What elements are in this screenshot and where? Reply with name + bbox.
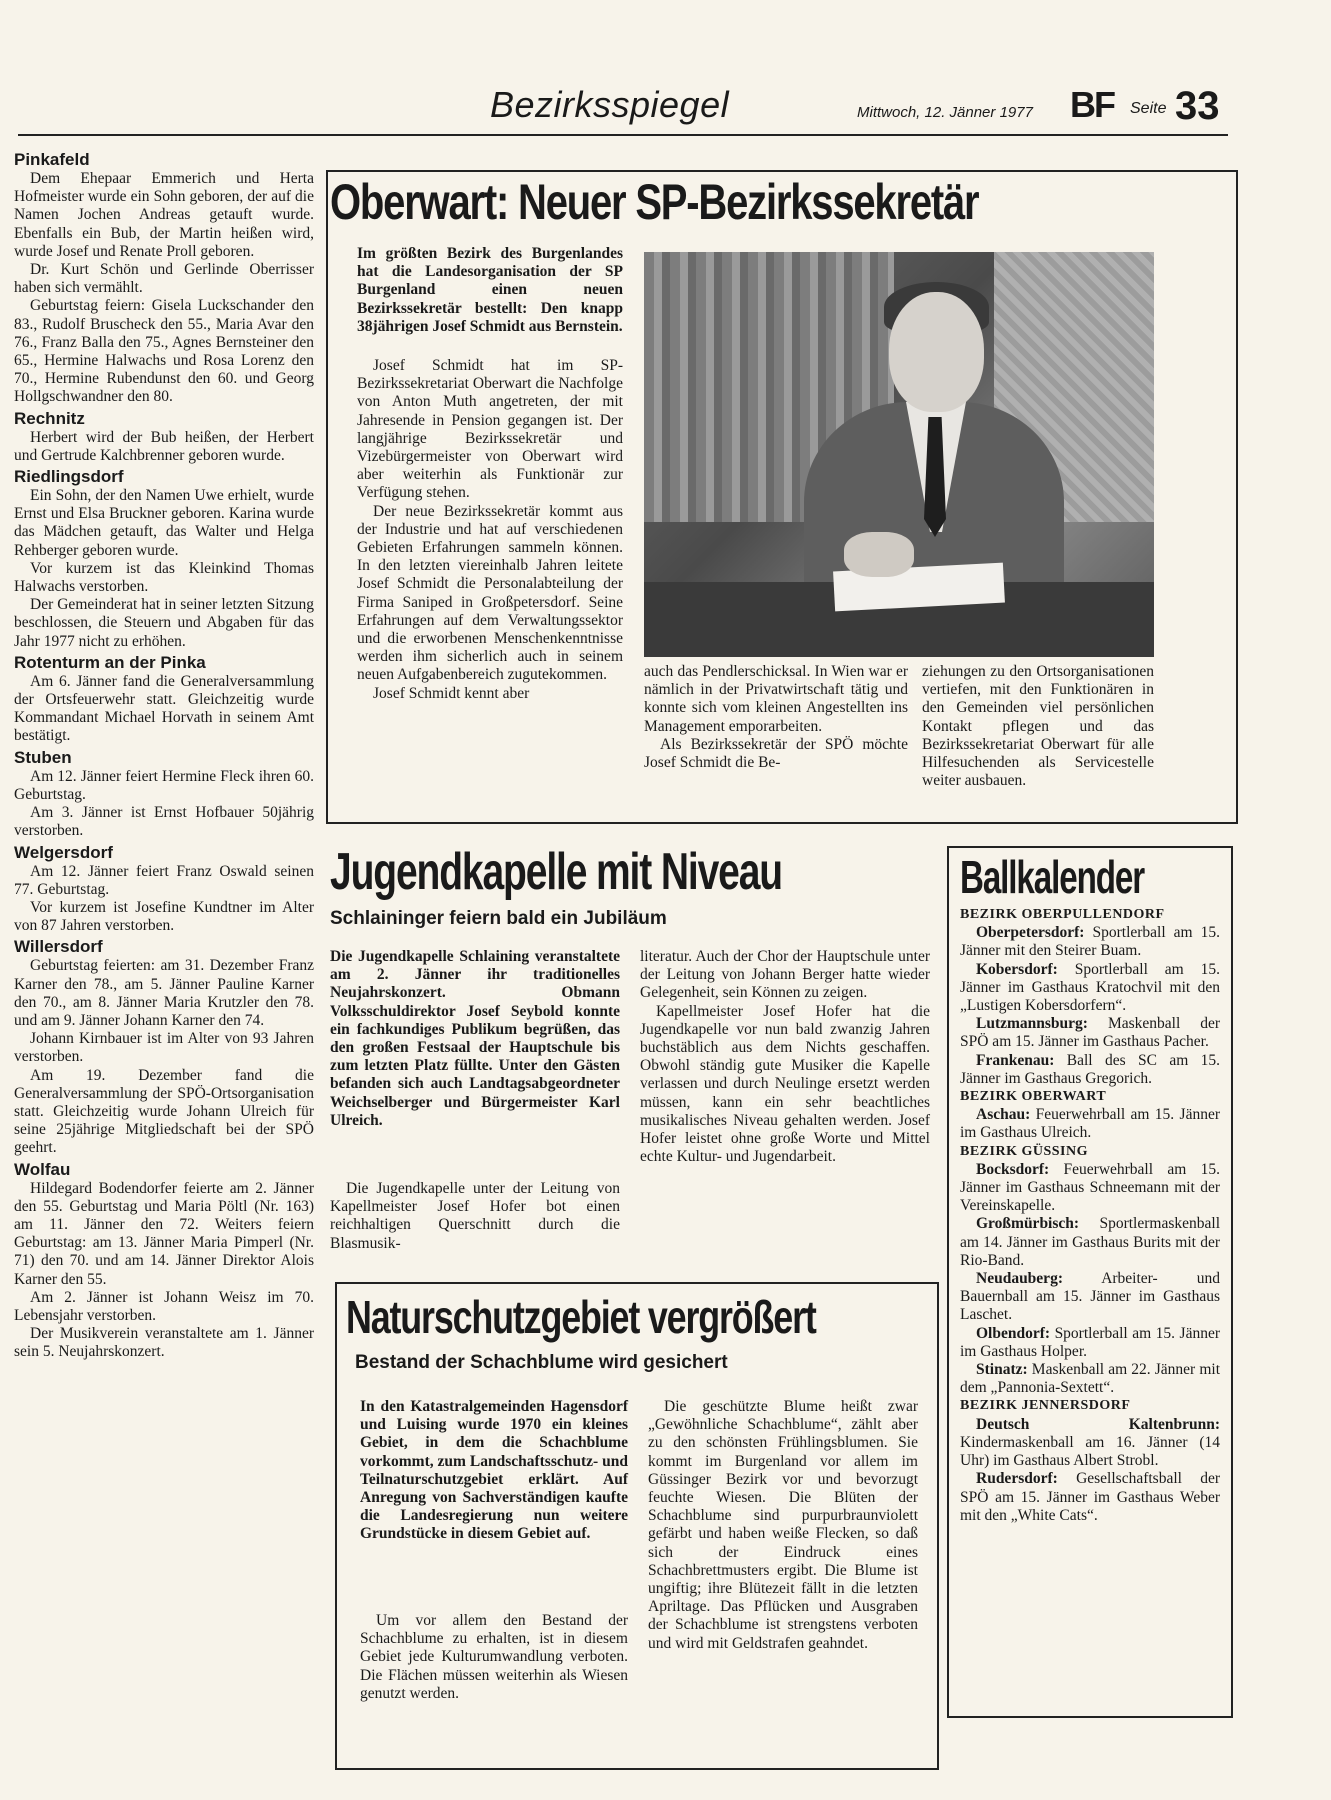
- ball-place: Stinatz:: [976, 1361, 1028, 1379]
- paragraph: Josef Schmidt kennt aber: [373, 684, 530, 702]
- district-heading: BEZIRK OBERWART: [960, 1089, 1107, 1105]
- ball-details: Feuerwehrball am 15. Jänner im Gasthaus Ulreich.: [960, 1106, 1220, 1142]
- paragraph: Am 19. Dezember fand die Generalversammlung der SPÖ-Ortsorganisation statt. Gleichzeitig wurde Johann Ulreich für seine 25jährige Mitgliedschaft bei der SPÖ geehrt.: [14, 1066, 314, 1157]
- ball-entry: [960, 1106, 1220, 1142]
- location-heading: Wolfau: [14, 1159, 71, 1179]
- paragraph: Geburtstag feiern: Gisela Luckschander den 83., Rudolf Bruscheck den 55., Maria Avar den 76., Franz Balla den 75., Agnes Bernsteiner den 65., Hermine Halwachs und Rosa Lorenz den 70., Hermine Rubendunst den 60. und Georg Hollgschwandner den 80.: [14, 297, 314, 406]
- ball-details: Sportlermaskenball am 14. Jänner im Gasthaus Burits mit der Rio-Band.: [960, 1215, 1220, 1269]
- ball-details: Feuerwehrball am 15. Jänner im Gasthaus Schneemann mit der Vereinskapelle.: [960, 1160, 1220, 1215]
- ball-entry: [960, 1161, 1220, 1216]
- paragraph: auch das Pendlerschicksal. In Wien war er nämlich in der Privatwirtschaft tätig und konnte sich vom kleinen Angestellten ins Management emporarbeiten.: [644, 663, 908, 735]
- ball-details: Sportlerball am 15. Jänner im Gasthaus Holper.: [960, 1324, 1220, 1360]
- oberwart-column-3: [922, 663, 1154, 790]
- ball-place: Kobersdorf:: [976, 960, 1058, 978]
- ball-details: Maskenball am 22. Jänner mit dem „Pannonia-Sextett“.: [960, 1361, 1221, 1397]
- section-title: Bezirksspiegel: [490, 84, 730, 125]
- portrait-photo: [644, 252, 1154, 657]
- oberwart-lead: Im größten Bezirk des Burgenlandes hat die Landesorganisation der SP Burgenland einen neuen Bezirkssekretär bestellt: Den knapp 38jährigen Josef Schmidt aus Bernstein.: [357, 245, 623, 335]
- ball-details: Sportlerball am 15. Jänner mit den Steirer Buam.: [960, 924, 1220, 960]
- natur-subhead: Bestand der Schachblume wird gesichert: [355, 1352, 728, 1373]
- paragraph: Herbert wird der Bub heißen, der Herbert und Gertrude Kalchbrenner geboren wurde.: [14, 428, 314, 464]
- local-news-column: [14, 148, 314, 1362]
- location-heading: Welgersdorf: [14, 842, 113, 862]
- district-heading: BEZIRK JENNERSDORF: [960, 1398, 1131, 1414]
- location-heading: Pinkafeld: [14, 150, 90, 169]
- natur-column-2: [648, 1398, 918, 1653]
- ball-place: Lutzmannsburg:: [976, 1015, 1088, 1033]
- location-heading: Stuben: [14, 747, 72, 767]
- ball-entry: [960, 924, 1220, 960]
- natur-column-1: [360, 1612, 628, 1703]
- ballkalender-headline: Ballkalender: [960, 851, 1145, 903]
- ball-details: Gesellschaftsball der SPÖ am 15. Jänner im Gasthaus Weber mit den „White Cats“.: [960, 1470, 1220, 1524]
- ball-place: Frankenau:: [976, 1051, 1055, 1069]
- ball-entry: [960, 1052, 1220, 1088]
- paper-logo: BF: [1070, 84, 1114, 125]
- paragraph: Am 12. Jänner feiert Hermine Fleck ihren 60. Geburtstag.: [14, 767, 314, 803]
- ball-entry: [960, 1215, 1220, 1270]
- oberwart-headline: Oberwart: Neuer SP-Bezirkssekretär: [330, 174, 979, 230]
- paragraph: Hildegard Bodendorfer feierte am 2. Jänner den 55. Geburtstag und Maria Pöltl (Nr. 163) am 11. Jänner den 72. Weiters feiern Geburtstag: am 13. Jänner Maria Pimperl (Nr. 71) den 70. und am 14. Jänner Direktor Alois Karner den 55.: [14, 1179, 314, 1288]
- ball-place: Bocksdorf:: [976, 1160, 1050, 1178]
- page-number: 33: [1175, 84, 1220, 128]
- paragraph: Der Gemeinderat hat in seiner letzten Sitzung beschlossen, die Steuern und Abgaben für das Jahr 1977 nicht zu erhöhen.: [14, 596, 314, 650]
- ball-place: Großmürbisch:: [976, 1215, 1080, 1233]
- paragraph: Josef Schmidt hat im SP-Bezirkssekretariat Oberwart die Nachfolge von Anton Muth angetreten, der mit Jahresende in Pension gegangen ist. Der langjährige Bezirkssekretär und Vizebürgermeister von Oberwart wird aber weiterhin als Funktionär zur Verfügung stehen.: [357, 357, 623, 502]
- ball-details: Maskenball der SPÖ am 15. Jänner im Gasthaus Pacher.: [960, 1015, 1221, 1051]
- paragraph: Johann Kirnbauer ist im Alter von 93 Jahren verstorben.: [14, 1030, 314, 1066]
- ball-details: Sportlerball am 15. Jänner im Gasthaus Kratochvil mit den „Lustigen Kobersdorfern“.: [960, 960, 1220, 1015]
- paragraph: Am 12. Jänner feiert Franz Oswald seinen 77. Geburtstag.: [14, 862, 314, 898]
- paragraph: literatur. Auch der Chor der Hauptschule unter der Leitung von Johann Berger hatte wieder Gelegenheit, sein Können zu zeigen.: [640, 948, 930, 1002]
- paragraph: Um vor allem den Bestand der Schachblume zu erhalten, ist in diesem Gebiet jede Kulturumwandlung verboten. Die Flächen müssen weiterhin als Wiesen genutzt werden.: [360, 1612, 628, 1702]
- natur-headline: Naturschutzgebiet vergrößert: [346, 1291, 816, 1343]
- jugend-headline: Jugendkapelle mit Niveau: [330, 843, 782, 901]
- ball-details: Kindermaskenball am 16. Jänner (14 Uhr) im Gasthaus Albert Strobl.: [960, 1433, 1220, 1470]
- ball-details: Arbeiter- und Bauernball am 15. Jänner im Gasthaus Laschet.: [960, 1270, 1220, 1324]
- paragraph: Vor kurzem ist Josefine Kundtner im Alter von 87 Jahren verstorben.: [14, 898, 314, 935]
- location-heading: Riedlingsdorf: [14, 467, 124, 487]
- ball-place: Rudersdorf:: [976, 1470, 1058, 1488]
- ball-place: Deutsch Kaltenbrunn:: [976, 1415, 1220, 1433]
- paragraph: Als Bezirkssekretär der SPÖ möchte Josef Schmidt die Be-: [644, 735, 908, 772]
- paragraph: Am 3. Jänner ist Ernst Hofbauer 50jährig verstorben.: [14, 804, 314, 840]
- ball-entry: [960, 1361, 1220, 1397]
- ballkalender-list: [960, 906, 1220, 1525]
- ball-place: Olbendorf:: [976, 1324, 1051, 1342]
- ball-place: Aschau:: [976, 1106, 1031, 1124]
- paragraph: Der Musikverein veranstaltete am 1. Jänner sein 5. Neujahrskonzert.: [14, 1325, 314, 1361]
- paragraph: Kapellmeister Josef Hofer hat die Jugendkapelle vor nun bald zwanzig Jahren buchstäblich aus dem Nichts geschaffen. Obwohl ständig gute Musiker die Kapelle verlassen und durch Neulinge ersetzt werden müssen, kann ein sehr beachtliches musikalisches Niveau gehalten werden. Josef Hofer leistet ohne große Worte und Mittel echte Kultur- und Jugendarbeit.: [640, 1002, 930, 1166]
- paragraph: Der neue Bezirkssekretär kommt aus der Industrie und hat auf verschiedenen Gebieten Erfahrungen sammeln können. In den letzten viereinhalb Jahren leitete Josef Schmidt die Personalabteilung der Firma Saniped in Großpetersdorf. Seine Erfahrungen auf dem Verwaltungssektor und die erworbenen Menschenkenntnisse werden ihm sicherlich auch in seinem neuen Aufgabenbereich zugutekommen.: [357, 502, 623, 684]
- ball-place: Oberpetersdorf:: [976, 924, 1085, 942]
- jugend-column-2: [640, 948, 930, 1166]
- ball-entry: [960, 1015, 1220, 1051]
- district-heading: BEZIRK OBERPULLENDORF: [960, 907, 1165, 922]
- masthead-rule: [18, 134, 1228, 136]
- ball-entry: [960, 1470, 1220, 1525]
- location-heading: Rotenturm an der Pinka: [14, 652, 206, 672]
- issue-date: Mittwoch, 12. Jänner 1977: [857, 104, 1033, 121]
- location-heading: Willersdorf: [14, 937, 103, 957]
- paragraph: Ein Sohn, der den Namen Uwe erhielt, wurde Ernst und Elsa Bruckner geboren. Karina wurde das Mädchen getauft, das Walter und Helga Rehberger geboren wurde.: [14, 487, 314, 559]
- paragraph: Am 2. Jänner ist Johann Weisz im 70. Lebensjahr verstorben.: [14, 1288, 314, 1324]
- paragraph: ziehungen zu den Ortsorganisationen vertiefen, mit den Funktionären in den Gemeinden viel persönlichen Kontakt pflegen und das Bezirkssekretariat Oberwart für alle Hilfesuchenden als Servicestelle weiter ausbauen.: [922, 663, 1154, 790]
- ball-entry: [960, 1270, 1220, 1325]
- paragraph: Dem Ehepaar Emmerich und Herta Hofmeister wurde ein Sohn geboren, der auf die Namen Jochen Andreas getauft wurde. Ebenfalls ein Bub, der Martin heißen wird, wurde Josef und Renate Proll geboren.: [14, 170, 314, 260]
- location-heading: Rechnitz: [14, 408, 85, 428]
- paragraph: Geburtstag feierten: am 31. Dezember Franz Karner den 78., am 5. Jänner Pauline Karner den 70., am 8. Jänner Maria Krutzler den 78. und am 9. Jänner Johann Karner den 74.: [14, 957, 314, 1029]
- ball-place: Neudauberg:: [976, 1270, 1063, 1288]
- page-label: Seite: [1130, 100, 1167, 117]
- jugend-lead: Die Jugendkapelle Schlaining veranstaltete am 2. Jänner ihr traditionelles Neujahrskonzert. Obmann Volksschuldirektor Josef Seybold konnte ein fachkundiges Publikum begrüßen, das den großen Festsaal der Hauptschule bis zum letzten Platz füllte. Unter den Gästen befanden sich auch Landtagsabgeordneter Weichselberger und Bürgermeister Karl Ulreich.: [330, 948, 620, 1129]
- paragraph: Die geschützte Blume heißt zwar „Gewöhnliche Schachblume“, zählt aber zu den schönsten Frühlingsblumen. Sie kommt im Burgenland vor allem im Güssinger Bezirk vor und bevorzugt feuchte Wiesen. Die Blüten der Schachblume sind purpurbraunviolett gefärbt und haben weiße Flecken, so daß sich der Eindruck eines Schachbrettmusters ergibt. Die Blume ist ungiftig; ihre Blütezeit fällt in die letzten Apriltage. Das Pflücken und Ausgraben der Schachblume ist strengstens verboten und wird mit Geldstrafen geahndet.: [648, 1398, 918, 1652]
- paragraph: Dr. Kurt Schön und Gerlinde Oberrisser haben sich vermählt.: [14, 261, 314, 297]
- oberwart-column-1: [357, 357, 623, 703]
- jugend-subhead: Schlaininger feiern bald ein Jubiläum: [330, 908, 667, 929]
- district-heading: BEZIRK GÜSSING: [960, 1143, 1088, 1159]
- jugend-column-1: [330, 1180, 620, 1253]
- ball-entry: [960, 1325, 1220, 1361]
- paragraph: Vor kurzem ist das Kleinkind Thomas Halwachs verstorben.: [14, 559, 314, 596]
- paragraph: Die Jugendkapelle unter der Leitung von Kapellmeister Josef Hofer bot einen reichhaltigen Querschnitt durch die Blasmusik-: [330, 1180, 620, 1252]
- natur-lead: In den Katastralgemeinden Hagensdorf und Luising wurde 1970 ein kleines Gebiet, in dem die Schachblume vorkommt, zum Landschaftsschutz- und Teilnaturschutzgebiet erklärt. Auf Anregung von Sachverständigen kaufte die Landesregierung nun weitere Grundstücke in diesem Gebiet auf.: [360, 1398, 628, 1543]
- ball-details: Ball des SC am 15. Jänner im Gasthaus Gregorich.: [960, 1051, 1220, 1087]
- ball-entry: [960, 961, 1220, 1016]
- oberwart-column-2: [644, 663, 908, 772]
- paragraph: Am 6. Jänner fand die Generalversammlung der Ortsfeuerwehr statt. Gleichzeitig wurde Kommandant Michael Horvath in seinem Amt bestätigt.: [14, 672, 314, 745]
- ball-entry: [960, 1416, 1220, 1471]
